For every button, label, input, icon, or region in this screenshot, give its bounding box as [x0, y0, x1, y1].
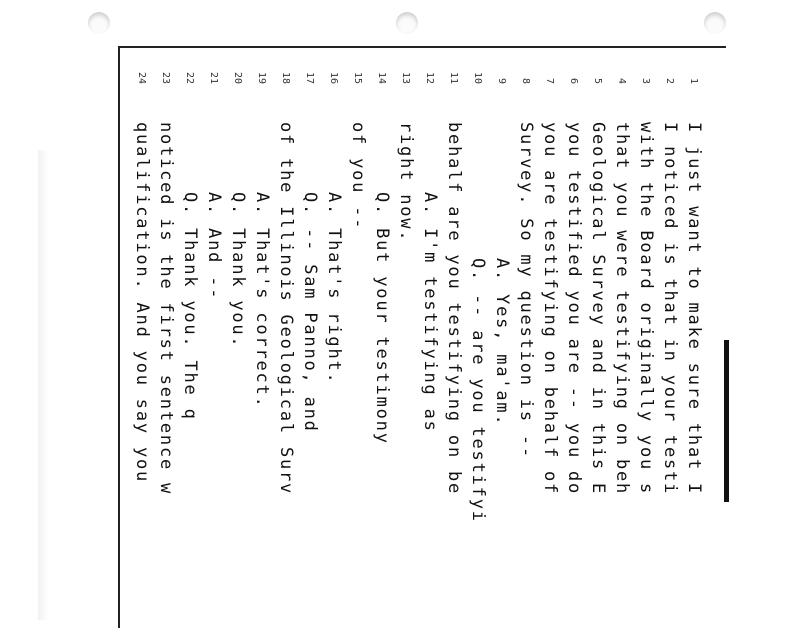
- line-number: 6: [568, 77, 580, 84]
- transcript-text-block: [120, 48, 726, 628]
- line-text: A. And --: [204, 192, 224, 301]
- transcript-line: [370, 48, 394, 628]
- line-text: of you --: [348, 122, 368, 231]
- line-text: Survey. So my question is --: [516, 122, 536, 459]
- transcript-line: [346, 48, 370, 628]
- line-text: with the Board originally you s: [636, 122, 656, 496]
- transcript-line: [226, 48, 250, 628]
- transcript-line: [322, 48, 346, 628]
- line-text: A. Yes, ma'am.: [492, 258, 512, 427]
- line-text: Q. -- are you testifyi: [468, 258, 488, 523]
- line-number: 18: [280, 71, 292, 84]
- line-number: 24: [136, 71, 148, 84]
- transcript-line: [490, 48, 514, 628]
- line-number: 9: [496, 77, 508, 84]
- line-number: 19: [256, 71, 268, 84]
- line-text: you testified you are -- you do: [564, 122, 584, 496]
- transcript-line: [658, 48, 682, 628]
- transcript-line: [538, 48, 562, 628]
- line-number: 7: [544, 77, 556, 84]
- line-text: Q. Thank you. The q: [180, 192, 200, 421]
- line-number: 3: [640, 77, 652, 84]
- line-number: 4: [616, 77, 628, 84]
- line-number: 15: [352, 71, 364, 84]
- line-text: behalf are you testifying on be: [444, 122, 464, 496]
- line-text: qualification. And you say you: [132, 122, 152, 484]
- line-number: 1: [688, 77, 700, 84]
- line-number: 14: [376, 71, 388, 84]
- transcript-line: [178, 48, 202, 628]
- line-text: A. I'm testifying as: [420, 192, 440, 433]
- transcript-line: [202, 48, 226, 628]
- line-number: 8: [520, 77, 532, 84]
- line-text: noticed is the first sentence w: [156, 122, 176, 496]
- transcript-line: [466, 48, 490, 628]
- transcript-line: [586, 48, 610, 628]
- line-number: 22: [184, 71, 196, 84]
- line-text: Q. But your testimony: [372, 192, 392, 445]
- transcript-line: [634, 48, 658, 628]
- line-number: 10: [472, 71, 484, 84]
- line-number: 20: [232, 71, 244, 84]
- transcript-page: [118, 46, 726, 628]
- line-number: 12: [424, 71, 436, 84]
- transcript-line: [154, 48, 178, 628]
- line-number: 11: [448, 71, 460, 84]
- line-text: you are testifying on behalf of: [540, 122, 560, 496]
- transcript-line: [562, 48, 586, 628]
- line-text: I noticed is that in your testi: [660, 122, 680, 496]
- line-number: 13: [400, 71, 412, 84]
- binder-hole: [396, 12, 418, 34]
- transcript-line: [394, 48, 418, 628]
- line-text: Q. -- Sam Panno, and: [300, 192, 320, 433]
- line-number: 16: [328, 71, 340, 84]
- transcript-line: [610, 48, 634, 628]
- line-number: 17: [304, 71, 316, 84]
- line-text: A. That's correct.: [252, 192, 272, 409]
- line-text: I just want to make sure that I: [684, 122, 704, 496]
- binder-hole: [704, 12, 726, 34]
- line-text: that you were testifying on beh: [612, 122, 632, 496]
- line-number: 2: [664, 77, 676, 84]
- line-text: Q. Thank you.: [228, 192, 248, 349]
- line-text: Geological Survey and in this E: [588, 122, 608, 496]
- page-edge-mark: [724, 340, 729, 502]
- transcript-line: [514, 48, 538, 628]
- transcript-line: [130, 48, 154, 628]
- line-text: A. That's right.: [324, 192, 344, 385]
- binder-hole: [88, 12, 110, 34]
- scan-edge-shadow: [38, 150, 48, 620]
- transcript-line: [418, 48, 442, 628]
- line-number: 23: [160, 71, 172, 84]
- transcript-line: [682, 48, 706, 628]
- line-text: of the Illinois Geological Surv: [276, 122, 296, 496]
- transcript-line: [442, 48, 466, 628]
- line-number: 5: [592, 77, 604, 84]
- line-number: 21: [208, 71, 220, 84]
- transcript-line: [250, 48, 274, 628]
- transcript-line: [274, 48, 298, 628]
- line-text: right now.: [396, 122, 416, 243]
- transcript-line: [298, 48, 322, 628]
